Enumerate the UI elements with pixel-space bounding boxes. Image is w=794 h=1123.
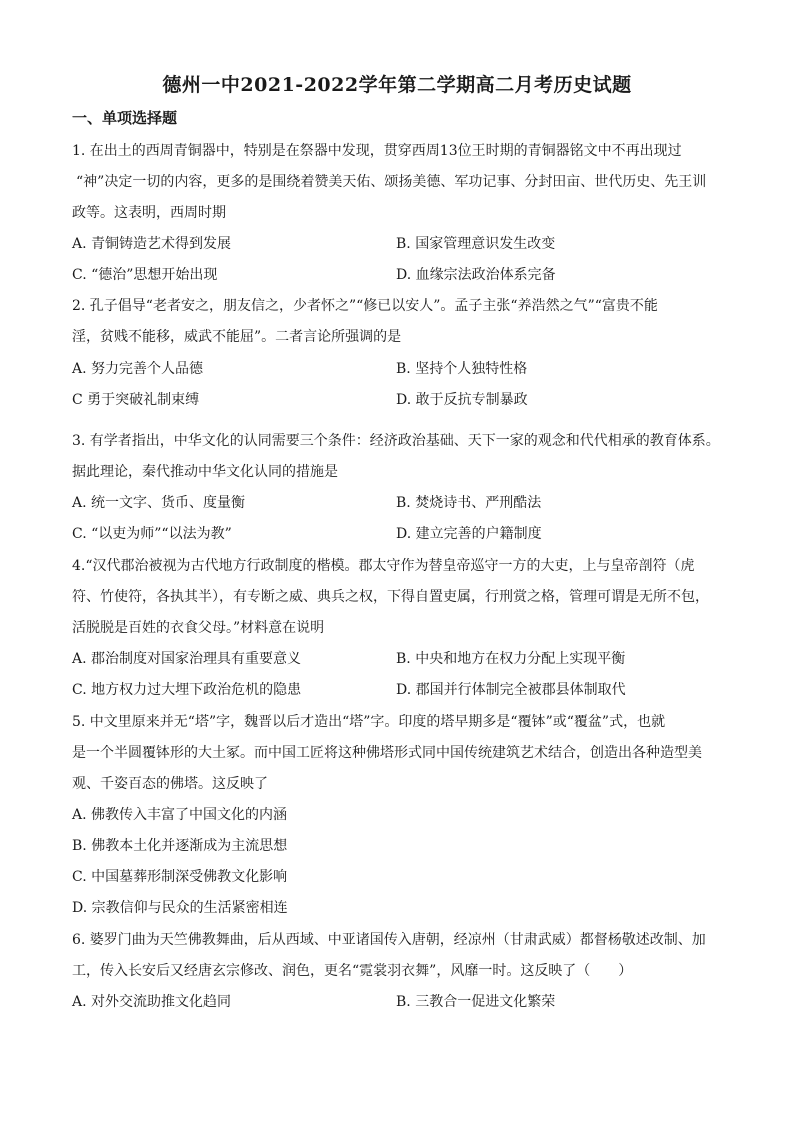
q4-option-c: C. 地方权力过大埋下政治危机的隐患 bbox=[72, 682, 302, 698]
q6-line-1: 6. 婆罗门曲为天竺佛教舞曲，后从西域、中亚诸国传入唐朝，经凉州（甘肃武威）都督杨敬述改制、加 bbox=[72, 932, 706, 948]
q4-line-2: 符、竹使符，各执其半），有专断之威、典兵之权，下得自置吏属，行刑赏之格，管理可谓是无所不包， bbox=[72, 589, 709, 605]
q4-line-3: 活脱脱是百姓的衣食父母。”材料意在说明 bbox=[72, 620, 325, 636]
q5-line-1: 5. 中文里原来并无“塔”字，魏晋以后才造出“塔”字。印度的塔早期多是“覆钵”或“覆盆”式，也就 bbox=[72, 714, 666, 730]
exam-title: 德州一中2021-2022学年第二学期高二月考历史试题 bbox=[162, 74, 632, 96]
q1-line-1: 1. 在出土的西周青铜器中，特别是在祭器中发现，贯穿西周13位王时期的青铜器铭文中不再出现过 bbox=[72, 143, 682, 159]
q2-line-2: 淫，贫贱不能移，威武不能屈”。二者言论所强调的是 bbox=[72, 329, 402, 345]
q5-option-c: C. 中国墓葬形制深受佛教文化影响 bbox=[72, 869, 288, 885]
q6-option-b: B. 三教合一促进文化繁荣 bbox=[396, 994, 556, 1010]
q2-option-b: B. 坚持个人独特性格 bbox=[396, 361, 528, 377]
q4-option-d: D. 郡国并行体制完全被郡县体制取代 bbox=[396, 682, 626, 698]
q4-line-1: 4.“汉代郡治被视为古代地方行政制度的楷模。郡太守作为替皇帝巡守一方的大吏，上与皇帝剖符（虎 bbox=[72, 558, 695, 574]
q5-line-2: 是一个半圆覆钵形的大土冢。而中国工匠将这种佛塔形式同中国传统建筑艺术结合，创造出各种造型美 bbox=[72, 745, 702, 761]
q3-option-c: C. “以吏为师”“以法为教” bbox=[72, 526, 232, 542]
q5-option-a: A. 佛教传入丰富了中国文化的内涵 bbox=[72, 807, 288, 823]
q5-option-b: B. 佛教本土化并逐渐成为主流思想 bbox=[72, 838, 288, 854]
q1-option-b: B. 国家管理意识发生改变 bbox=[396, 236, 556, 252]
q4-option-b: B. 中央和地方在权力分配上实现平衡 bbox=[396, 651, 626, 667]
q1-option-c: C. “德治”思想开始出现 bbox=[72, 267, 218, 283]
q3-option-d: D. 建立完善的户籍制度 bbox=[396, 526, 542, 542]
q6-line-2: 工，传入长安后又经唐玄宗修改、润色，更名“霓裳羽衣舞”，风靡一时。这反映了（ ） bbox=[72, 963, 633, 979]
q3-option-a: A. 统一文字、货币、度量衡 bbox=[72, 495, 246, 511]
q4-option-a: A. 郡治制度对国家治理具有重要意义 bbox=[72, 651, 302, 667]
q1-option-a: A. 青铜铸造艺术得到发展 bbox=[72, 236, 232, 252]
q1-option-d: D. 血缘宗法政治体系完备 bbox=[396, 267, 556, 283]
q2-option-c: C 勇于突破礼制束缚 bbox=[72, 392, 200, 408]
q5-line-3: 观、千姿百态的佛塔。这反映了 bbox=[72, 776, 268, 792]
q2-line-1: 2. 孔子倡导“老者安之，朋友信之，少者怀之”“修已以安人”。孟子主张“养浩然之气”“富贵不能 bbox=[72, 298, 658, 314]
q2-option-d: D. 敢于反抗专制暴政 bbox=[396, 392, 528, 408]
q6-option-a: A. 对外交流助推文化趋同 bbox=[72, 994, 232, 1010]
q1-line-2: “神”决定一切的内容，更多的是围绕着赞美天佑、颂扬美德、军功记事、分封田亩、世代历史、先王训 bbox=[76, 174, 707, 190]
q3-line-2: 据此理论，秦代推动中华文化认同的措施是 bbox=[72, 464, 338, 480]
q3-option-b: B. 焚烧诗书、严刑酷法 bbox=[396, 495, 542, 511]
q1-line-3: 政等。这表明，西周时期 bbox=[72, 205, 226, 221]
section-heading: 一、单项选择题 bbox=[72, 109, 178, 127]
q3-line-1: 3. 有学者指出，中华文化的认同需要三个条件：经济政治基础、天下一家的观念和代代相承的教育体系。 bbox=[72, 433, 720, 449]
q2-option-a: A. 努力完善个人品德 bbox=[72, 361, 204, 377]
q5-option-d: D. 宗教信仰与民众的生活紧密相连 bbox=[72, 900, 288, 916]
